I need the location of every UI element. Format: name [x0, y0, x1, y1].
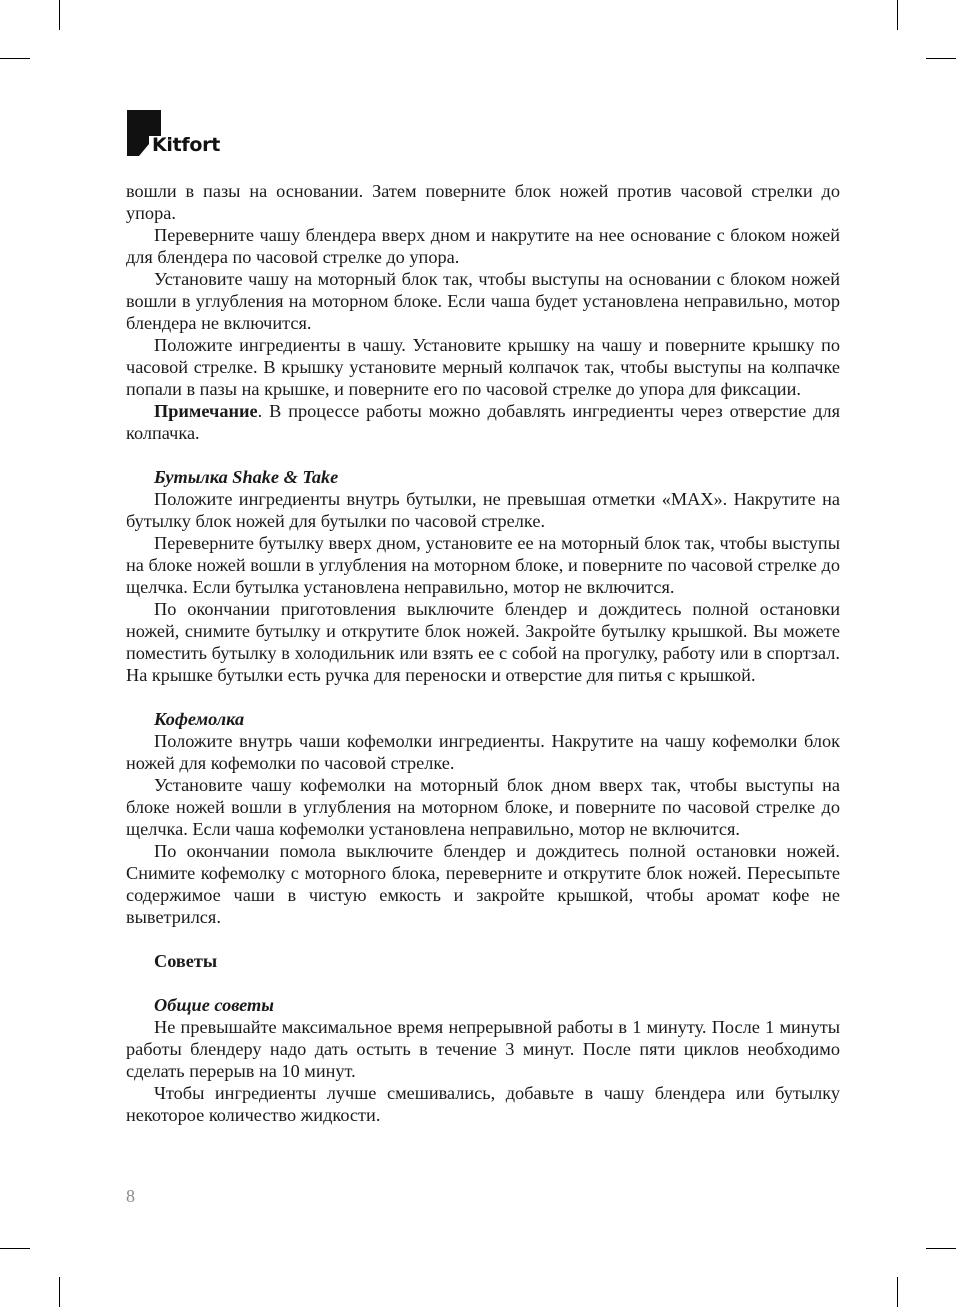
brand-logo [127, 110, 257, 158]
crop-mark-right-bottom [926, 1248, 956, 1249]
paragraph-blender-ingredients: Положите ингредиенты в чашу. Установите крышку на чашу и поверните крышку по часовой стрелке. В крышку установите мерный колпачок так, чтобы выступы на колпачке попали в пазы на крышке, и поверните его по часовой стрелке до упора для фиксации. [126, 335, 840, 399]
crop-mark-left-bottom [0, 1248, 30, 1249]
page-content [126, 180, 840, 1126]
paragraph-bottle-2: Переверните бутылку вверх дном, установите ее на моторный блок так, чтобы выступы на блоке ножей вошли в углубления на моторном блоке, и поверните по часовой стрелке до щелчка. Если бутылка установлена неправильно, мотор не включится. [126, 533, 840, 597]
section-title-tips: Советы [154, 951, 218, 971]
section-title-general-tips: Общие советы [154, 995, 274, 1015]
paragraph-blender-install: Установите чашу на моторный блок так, чтобы выступы на основании с блоком ножей вошли в углубления на моторном блоке. Если чаша будет установлена неправильно, мотор блендера не включится. [126, 269, 840, 333]
section-title-bottle: Бутылка Shake & Take [154, 467, 339, 487]
crop-mark-top-right [897, 0, 898, 30]
paragraph-blender-base: Переверните чашу блендера вверх дном и накрутите на нее основание с блоком ножей для блендера по часовой стрелке до упора. [126, 225, 840, 267]
crop-mark-top-left [59, 0, 60, 30]
crop-mark-left-top [0, 58, 30, 59]
crop-mark-bottom-left [59, 1277, 60, 1307]
paragraph-note [126, 400, 840, 444]
paragraph-grinder-1: Положите внутрь чаши кофемолки ингредиенты. Накрутите на чашу кофемолки блок ножей для кофемолки по часовой стрелке. [126, 731, 840, 773]
paragraph-grinder-3: По окончании помола выключите блендер и дождитесь полной остановки ножей. Снимите кофемолку с моторного блока, переверните и открутите блок ножей. Пересыпьте содержимое чаши в чистую емкость и закройте крышкой, чтобы аромат кофе не выветрился. [126, 841, 840, 927]
section-title-grinder: Кофемолка [154, 709, 245, 729]
paragraph-bottle-1: Положите ингредиенты внутрь бутылки, не превышая отметки «MAX». Накрутите на бутылку блок ножей для бутылки по часовой стрелке. [126, 489, 840, 531]
paragraph-tips-2: Чтобы ингредиенты лучше смешивались, добавьте в чашу блендера или бутылку некоторое количество жидкости. [126, 1083, 840, 1125]
paragraph-tips-1: Не превышайте максимальное время непрерывной работы в 1 минуту. После 1 минуты работы блендеру надо дать остыть в течение 3 минут. После пяти циклов необходимо сделать перерыв на 10 минут. [126, 1017, 840, 1081]
brand-name: Kitfort [152, 134, 220, 156]
paragraph-grinder-2: Установите чашу кофемолки на моторный блок дном вверх так, чтобы выступы на блоке ножей вошли в углубления на моторном блоке, и поверните по часовой стрелке до щелчка. Если чаша кофемолки установлена неправильно, мотор не включится. [126, 775, 840, 839]
paragraph-continuation: вошли в пазы на основании. Затем поверните блок ножей против часовой стрелки до упора. [126, 181, 840, 223]
note-label: Примечание [154, 401, 258, 421]
crop-mark-right-top [926, 58, 956, 59]
note-text: . В процессе работы можно добавлять ингредиенты через отверстие для колпачка. [126, 401, 840, 443]
crop-mark-bottom-right [897, 1277, 898, 1307]
paragraph-bottle-3: По окончании приготовления выключите блендер и дождитесь полной остановки ножей, снимите бутылку и открутите блок ножей. Закройте бутылку крышкой. Вы можете поместить бутылку в холодильник или взять ее с собой на прогулку, работу или в спортзал. На крышке бутылки есть ручка для переноски и отверстие для питья с крышкой. [126, 599, 840, 685]
page-number: 8 [126, 1186, 135, 1206]
